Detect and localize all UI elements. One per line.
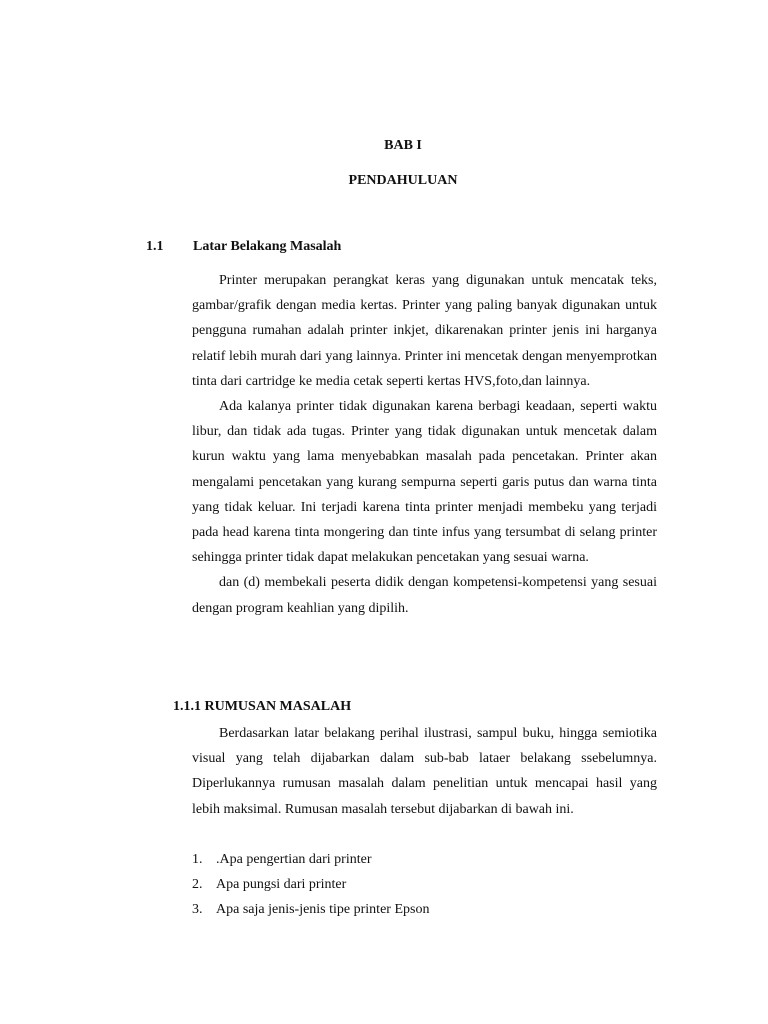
section-number: 1.1 [146,239,164,254]
subsection-body [192,721,657,822]
list-item [192,872,657,897]
chapter-title: PENDAHULUAN [348,173,458,188]
section-body [192,268,657,621]
list-item-number: 1. [192,852,203,867]
list-item-number: 2. [192,877,203,893]
paragraph: Berdasarkan latar belakang perihal ilustrasi, sampul buku, hingga semiotika visual yang telah dijabarkan dalam sub-bab lataer belakang ssebelumnya. Diperlukannya rumusan masalah dalam penelitian untuk mencapai hasil yang lebih maksimal. Rumusan masalah tersebut dijabarkan di bawah ini. [192,726,657,817]
list-item [192,897,657,922]
list-item-text: Apa saja jenis-jenis tipe printer Epson [216,902,430,918]
section-heading [146,238,341,256]
list-item [192,847,657,872]
list-item-text: .Apa pengertian dari printer [216,852,372,867]
list-item-number: 3. [192,902,203,918]
subsection-heading: 1.1.1 RUMUSAN MASALAH [173,699,352,714]
paragraph: Ada kalanya printer tidak digunakan karena berbagi keadaan, seperti waktu libur, dan tidak ada tugas. Printer yang tidak digunakan untuk mencetak dalam kurun waktu yang lama menyebabkan masalah pada pencetakan. Printer akan mengalami pencetakan yang kurang sempurna seperti garis putus dan warna tinta yang tidak keluar. Ini terjadi karena tinta printer menjadi membeku yang terjadi pada head karena tinta mongering dan tinte infus yang tersumbat di selang printer sehingga printer tidak dapat melakukan pencetakan yang sesuai warna. [192,399,657,566]
paragraph: dan (d) membekali peserta didik dengan kompetensi-kompetensi yang sesuai dengan program keahlian yang dipilih. [192,575,657,616]
list-item-text: Apa pungsi dari printer [216,877,347,893]
problem-list [192,847,657,923]
paragraph: Printer merupakan perangkat keras yang digunakan untuk mencatak teks, gambar/grafik dengan media kertas. Printer yang paling banyak digunakan untuk pengguna rumahan adalah printer inkjet, dikarenakan printer jenis ini harganya relatif lebih murah dari yang lainnya. Printer ini mencetak dengan menyemprotkan tinta dari cartridge ke media cetak seperti kertas HVS,foto,dan lainnya. [192,273,657,389]
section-title: Latar Belakang Masalah [193,239,342,254]
chapter-label: BAB I [384,138,422,153]
